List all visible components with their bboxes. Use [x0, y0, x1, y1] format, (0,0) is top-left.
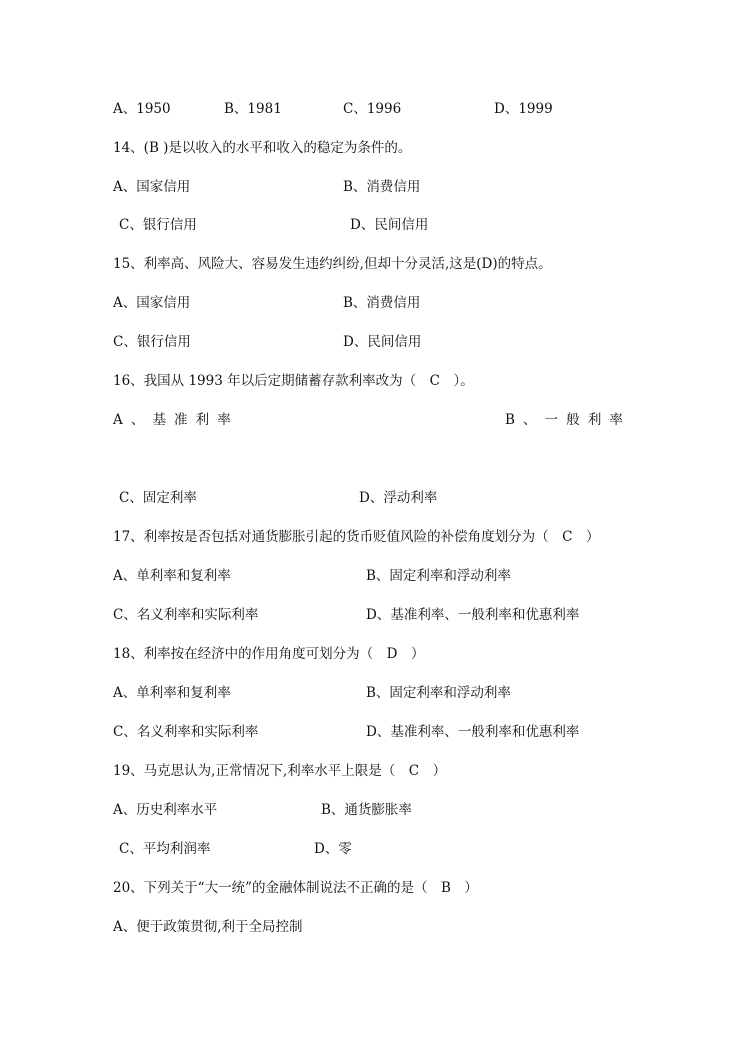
q18-option-a: A、单利率和复利率 [113, 685, 231, 701]
q20-option-a: A、便于政策贯彻,利于全局控制 [113, 919, 303, 935]
q19-stem: 19、马克思认为,正常情况下,利率水平上限是（ C ） [113, 763, 447, 779]
q18-option-c: C、名义利率和实际利率 [113, 724, 259, 740]
q13-option-d: D、1999 [494, 101, 553, 117]
q17-option-d: D、基准利率、一般利率和优惠利率 [366, 607, 580, 623]
q15-option-a: A、国家信用 [113, 295, 191, 311]
q16-option-b: B、一般利率 [505, 412, 632, 428]
q15-option-b: B、消费信用 [343, 295, 421, 311]
q14-option-b: B、消费信用 [343, 179, 421, 195]
q13-option-b: B、1981 [224, 101, 282, 117]
q18-stem: 18、利率按在经济中的作用角度可划分为（ D ） [113, 646, 425, 662]
q19-option-b: B、通货膨胀率 [321, 802, 412, 818]
q17-option-b: B、固定利率和浮动利率 [366, 568, 511, 584]
q15-option-d: D、民间信用 [343, 334, 422, 350]
q19-option-a: A、历史利率水平 [113, 802, 218, 818]
q16-option-a: A、基准利率 [113, 412, 239, 428]
q17-option-c: C、名义利率和实际利率 [113, 607, 259, 623]
q18-option-d: D、基准利率、一般利率和优惠利率 [366, 724, 580, 740]
q13-option-c: C、1996 [343, 101, 402, 117]
q19-option-c: C、平均利润率 [119, 841, 211, 857]
q15-option-c: C、银行信用 [113, 334, 191, 350]
q20-stem: 20、下列关于“大一统”的金融体制说法不正确的是（ B ） [113, 880, 478, 896]
q16-option-d: D、浮动利率 [359, 490, 438, 506]
q17-option-a: A、单利率和复利率 [113, 568, 231, 584]
q18-option-b: B、固定利率和浮动利率 [366, 685, 511, 701]
q14-option-a: A、国家信用 [113, 179, 191, 195]
q14-stem: 14、(B )是以收入的水平和收入的稳定为条件的。 [113, 140, 412, 156]
q16-stem: 16、我国从 1993 年以后定期储蓄存款利率改为（ C ）。 [113, 373, 474, 389]
q19-option-d: D、零 [314, 841, 352, 857]
q16-option-c: C、固定利率 [119, 490, 197, 506]
q15-stem: 15、利率高、风险大、容易发生违约纠纷,但却十分灵活,这是(D)的特点。 [113, 256, 552, 272]
q14-option-c: C、银行信用 [119, 217, 197, 233]
q17-stem: 17、利率按是否包括对通货膨胀引起的货币贬值风险的补偿角度划分为（ C ） [113, 529, 600, 545]
q14-option-d: D、民间信用 [350, 217, 429, 233]
q13-option-a: A、1950 [113, 101, 171, 117]
